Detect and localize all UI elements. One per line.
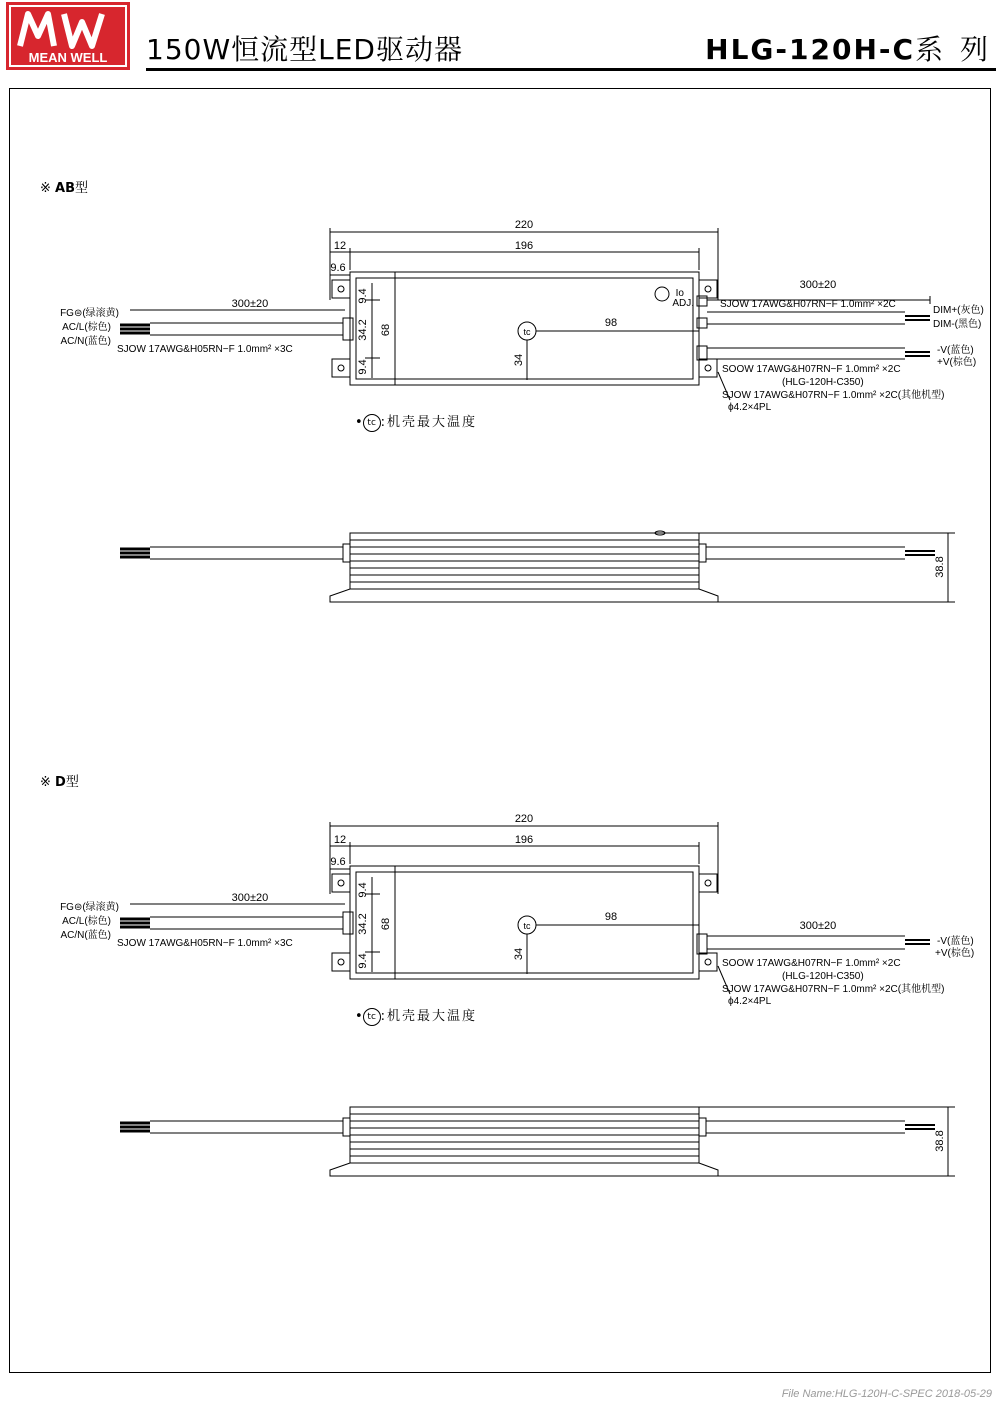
d-dim-300-left: 300±20 — [231, 892, 269, 904]
dim-196: 196 — [514, 240, 534, 252]
d-tc-legend-icon: tc — [363, 1008, 381, 1026]
dim-minus-label: DIM-(黑色) — [933, 319, 982, 330]
d-dim-9-4-top: 9.4 — [357, 882, 369, 898]
d-tc-legend-text: :机壳最大温度 — [380, 1009, 478, 1024]
series-suffix: 系 列 — [915, 33, 992, 66]
page-title: 150W恒流型LED驱动器 — [146, 33, 463, 66]
d-tc-legend-bullet: • — [355, 1009, 363, 1024]
dim-plus-label: DIM+(灰色) — [933, 305, 984, 316]
tc-legend-icon: tc — [363, 414, 381, 432]
section-ab-tc-legend — [355, 411, 477, 432]
io-adj-bottom: ADJ. — [672, 298, 694, 309]
d-tc-symbol: tc — [523, 921, 531, 931]
file-name-footer: File Name:HLG-120H-C-SPEC 2018-05-29 — [781, 1388, 992, 1400]
tc-legend-text: :机壳最大温度 — [380, 415, 478, 430]
d-out-cable1-label: SOOW 17AWG&H07RN−F 1.0mm² ×2C — [722, 958, 901, 969]
d-dim-34: 34 — [513, 947, 525, 961]
section-ab-type: AB — [55, 181, 76, 196]
d-out-cable2-label: SJOW 17AWG&H07RN−F 1.0mm² ×2C(其他机型) — [722, 984, 945, 995]
dim-9-4-top: 9.4 — [357, 288, 369, 304]
in-cable-label: SJOW 17AWG&H05RN−F 1.0mm² ×3C — [117, 344, 293, 355]
dim-220: 220 — [514, 219, 534, 231]
dim-cable-label: SJOW 17AWG&H07RN−F 1.0mm² ×2C — [720, 299, 896, 310]
dim-34-2: 34.2 — [357, 319, 369, 341]
dim-9-6: 9.6 — [330, 262, 346, 274]
in-acn-label: AC/N(蓝色) — [60, 336, 111, 347]
d-dim-9-6: 9.6 — [330, 856, 346, 868]
d-dim-38-8: 38.8 — [934, 1130, 946, 1152]
d-dim-196: 196 — [514, 834, 534, 846]
dim-9-4-bottom: 9.4 — [357, 359, 369, 375]
section-d-drawings — [0, 594, 1000, 1214]
section-ab-mark: ※ — [40, 181, 51, 196]
out-cable1-label: SOOW 17AWG&H07RN−F 1.0mm² ×2C — [722, 364, 901, 375]
d-in-acn-label: AC/N(蓝色) — [60, 930, 111, 941]
dim-34: 34 — [513, 353, 525, 367]
dim-300-left: 300±20 — [231, 298, 269, 310]
d-holes-label: ϕ4.2×4PL — [728, 996, 772, 1007]
d-out-vminus-label: -V(蓝色) — [937, 936, 974, 947]
out-vminus-label: -V(蓝色) — [937, 345, 974, 356]
d-dim-98: 98 — [604, 911, 618, 923]
section-d-suffix: 型 — [65, 775, 79, 790]
d-in-acl-label: AC/L(棕色) — [62, 916, 111, 927]
section-d-type: D — [55, 775, 66, 790]
d-out-vplus-label: +V(棕色) — [935, 948, 975, 959]
out-cable1-note: (HLG-120H-C350) — [782, 377, 864, 388]
in-fg-label: FG⊜(绿滚黄) — [60, 308, 119, 319]
d-in-cable-label: SJOW 17AWG&H05RN−F 1.0mm² ×3C — [117, 938, 293, 949]
d-in-fg-label: FG⊜(绿滚黄) — [60, 902, 119, 913]
svg-text:MEAN WELL: MEAN WELL — [28, 50, 108, 65]
tc-legend-bullet: • — [355, 415, 363, 430]
out-vplus-label: +V(棕色) — [937, 357, 977, 368]
d-dim-220: 220 — [514, 813, 534, 825]
section-d-mark: ※ — [40, 775, 51, 790]
d-dim-300-right: 300±20 — [799, 920, 837, 932]
out-cable2-label: SJOW 17AWG&H07RN−F 1.0mm² ×2C(其他机型) — [722, 390, 945, 401]
dim-38-8: 38.8 — [934, 556, 946, 578]
in-acl-label: AC/L(棕色) — [62, 322, 111, 333]
dim-68: 68 — [380, 323, 392, 337]
d-dim-12: 12 — [333, 834, 347, 846]
dim-98: 98 — [604, 317, 618, 329]
holes-label: ϕ4.2×4PL — [728, 402, 772, 413]
section-ab-suffix: 型 — [75, 181, 89, 196]
d-dim-68: 68 — [380, 917, 392, 931]
series-model: HLG-120H-C — [705, 33, 916, 66]
d-out-cable1-note: (HLG-120H-C350) — [782, 971, 864, 982]
dim-12: 12 — [333, 240, 347, 252]
tc-symbol: tc — [523, 327, 531, 337]
section-d-tc-legend — [355, 1005, 477, 1026]
io-adj-top: Io — [675, 288, 684, 299]
d-dim-34-2: 34.2 — [357, 913, 369, 935]
dim-300-right: 300±20 — [799, 279, 837, 291]
d-dim-9-4-bottom: 9.4 — [357, 953, 369, 969]
